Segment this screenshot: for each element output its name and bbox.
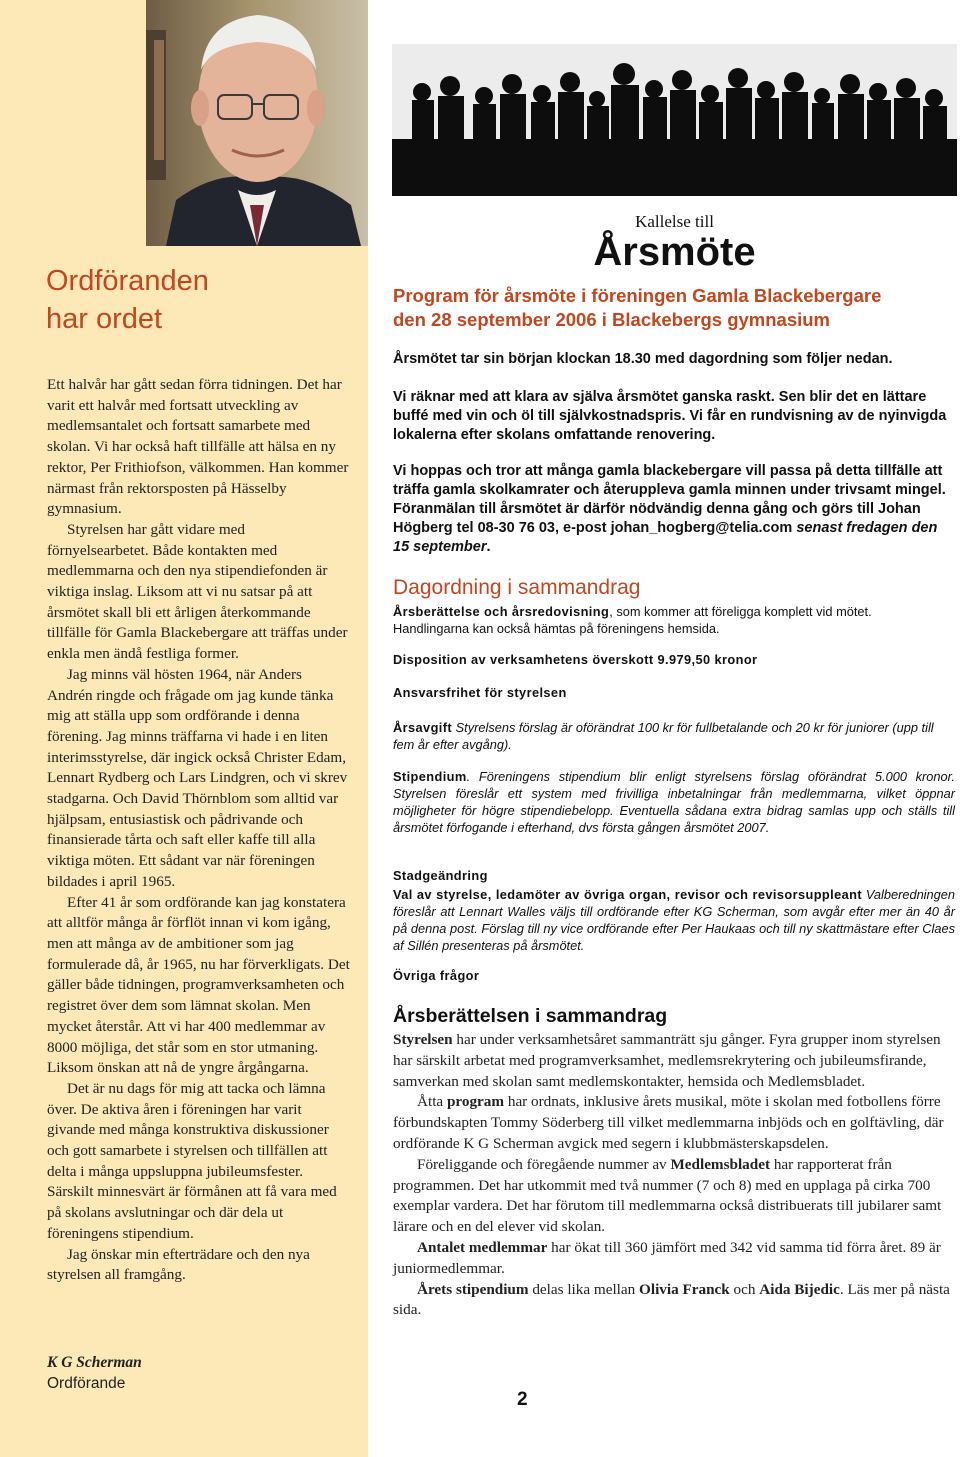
agenda-item-text: Styrelsens förslag är oförändrat 100 kr för fullbetalande och 20 kr för juniorer (upp till fem år efter avgång). bbox=[393, 720, 934, 752]
registration-deadline: senast fredagen den 15 september bbox=[393, 520, 938, 555]
agenda-heading: Dagordning i sammandrag bbox=[393, 576, 641, 599]
report-bold: program bbox=[446, 1093, 505, 1111]
buffet-paragraph: Vi räknar med att klara av själva årsmötet ganska raskt. Sen blir det en lättare buffé med vin och öl till självkostnadspris. Vi får en rundvisning av de nyinvigda lokalerna efter skolans omfattande renovering. bbox=[393, 389, 947, 443]
agenda-item-text: Valberedningen föreslår att Lennart Walles väljs till ordförande efter KG Scherman, som avgår efter mer än 40 år på denna post. Förslag till ny vice ordförande efter Per Haukaas och till ny skattmästare efter Claes af Sillén presenteras på årsmötet. bbox=[393, 887, 955, 953]
signature-title: Ordförande bbox=[47, 1375, 126, 1392]
registration-paragraph bbox=[393, 462, 955, 557]
report-text: har under verksamhetsåret sammanträtt sju gånger. Fyra grupper inom styrelsen har särskilt arbetat med programverksamhet, medlemsrekrytering och jubileumsfirande, samverkan med skolan samt medlemskontakter, hemsida och Medlemsbladet. bbox=[393, 1031, 941, 1090]
report-text: delas lika mellan bbox=[528, 1280, 640, 1298]
agenda-item-other: Övriga frågor bbox=[393, 968, 480, 983]
subtitle-line2: den 28 september 2006 i Blackebergs gymnasium bbox=[393, 309, 831, 330]
report-text: Åtta bbox=[417, 1093, 447, 1111]
letter-paragraph: Det är nu dags för mig att tacka och lämna över. De aktiva åren i föreningen har varit givande med många konstruktiva diskussioner och gott samarbete i styrelsen och tillfällen att delta i många uppsluppna jubileumsfester. Särskilt minnesvärt är förmånen att få vara med på skolans avslutningar och där dela ut föreningens stipendium. bbox=[47, 1079, 337, 1242]
agenda-item-bold: Årsavgift bbox=[393, 720, 453, 735]
silhouette-illustration bbox=[392, 44, 957, 196]
report-bold: Styrelsen bbox=[393, 1031, 453, 1048]
page-title: Årsmöte bbox=[593, 230, 756, 274]
report-bold: Årets stipendium bbox=[417, 1280, 529, 1298]
report-paragraph bbox=[393, 1238, 950, 1280]
signature-name: K G Scherman bbox=[47, 1354, 142, 1371]
agenda-item-election bbox=[393, 886, 955, 954]
silhouette-photo bbox=[392, 44, 957, 196]
left-heading bbox=[46, 262, 346, 338]
registration-end: . bbox=[486, 539, 491, 555]
agenda-item-report bbox=[393, 603, 955, 637]
annual-report bbox=[393, 1030, 950, 1321]
subtitle-line1: Program för årsmöte i föreningen Gamla Blackebergare bbox=[393, 285, 882, 306]
report-text: har ordnats, inklusive årets musikal, möte i skolan med fotbollens förre förbundskapten Tommy Söderberg till vilket medlemmarna inbjöds och en golftävling, där ordförande K G Scherman avgick med segern i klubbmästerskapsdelen. bbox=[393, 1093, 944, 1152]
agenda-item-text: Handlingarna kan också hämtas på föreningens hemsida. bbox=[393, 621, 720, 636]
agenda-item-text: . Föreningens stipendium blir enligt styrelsens förslag oförändrat 5.000 kronor. Styrelsen föreslår ett system med frivilliga inbetalningar från medlemmarna, vilket öppnar möjligheter för högre stipendiebelopp. Eventuella sådana extra bidrag samlas upp och ställs till årsmötet förfogande i efterhand, dvs första gången årsmötet 2007. bbox=[393, 769, 955, 835]
report-text: . Läs mer på nästa sida. bbox=[393, 1280, 950, 1319]
letter-paragraph: Efter 41 år som ordförande kan jag konstatera att alltför många år förflöt innan vi kom igång, men att många av de ambitioner som jag formulerade då, år 1965, nu har förverkligats. Det gäller både tidningen, programverksamheten och registret över dem som lämnat skolan. Men mycket återstår. Att vi har 400 medlemmar av 8000 möjliga, det står som en stor utmaning. Liksom önskan att nå de yngre årgångarna. bbox=[47, 893, 350, 1077]
report-text: Föreliggande och föregående nummer av bbox=[417, 1155, 671, 1173]
letter-paragraph: Jag önskar min efterträdare och den nya styrelsen all framgång. bbox=[47, 1245, 310, 1284]
report-heading: Årsberättelsen i sammandrag bbox=[393, 1005, 668, 1027]
report-bold: Antalet medlemmar bbox=[417, 1238, 548, 1256]
left-heading-line1: Ordföranden bbox=[46, 265, 209, 297]
agenda-item-surplus: Disposition av verksamhetens överskott 9.979,50 kronor bbox=[393, 652, 758, 667]
agenda-item-statutes: Stadgeändring bbox=[393, 868, 488, 883]
report-paragraph bbox=[393, 1280, 950, 1322]
agenda-item-scholarship bbox=[393, 768, 955, 836]
report-text: och bbox=[729, 1280, 760, 1298]
agenda-item-fee bbox=[393, 719, 955, 753]
start-time: Årsmötet tar sin början klockan 18.30 med dagordning som följer nedan. bbox=[393, 351, 893, 367]
report-bold: Medlemsbladet bbox=[670, 1155, 771, 1173]
letter-paragraph: Styrelsen har gått vidare med förnyelsearbetet. Både kontakten med medlemmarna och den nya stipendiefonden är viktiga inslag. Liksom att vi nu satsar på att årsmötet skall bli ett årligen återkommande tillfälle för Gamla Blackebergare att träffas under enkla men ändå festliga former. bbox=[47, 520, 348, 663]
report-paragraph bbox=[393, 1030, 950, 1092]
report-paragraph bbox=[393, 1155, 950, 1238]
subtitle bbox=[393, 284, 958, 332]
report-text: har ökat till 360 jämfört med 342 vid samma tid förra året. 89 är juniormedlemmar. bbox=[393, 1238, 941, 1277]
letter-paragraph: Jag minns väl hösten 1964, när Anders Andrén ringde och frågade om jag kunde tänka mig att ställa upp som ordförande i denna förening. Jag minns träffarna vi hade i en liten interimsstyrelse, där ingick också Christer Edam, Lennart Rydberg och Lars Lindgren, och vi skrev stadgarna. Och David Thörnblom som alltid var hjälpsam, entusiastisk och pådrivande och finansierade tårta och saft eller kaffe till alla viktiga möten. Ett sådant var när föreningen bildades i april 1965. bbox=[47, 665, 348, 890]
report-bold: Aida Bijedic bbox=[759, 1280, 840, 1298]
letter-paragraph: Ett halvår har gått sedan förra tidningen. Det har varit ett halvår med fortsatt utveckling av medlemsantalet och fortsatt samarbete med skolan. Vi har också haft tillfälle att hälsa en ny rektor, Per Frithiofson, välkommen. Han kommer närmast från rektorsposten på Hässelby gymnasium. bbox=[47, 376, 349, 518]
agenda-item-discharge: Ansvarsfrihet för styrelsen bbox=[393, 685, 567, 700]
report-text: har rapporterat från programmen. Det har utkommit med två nummer (7 och 8) med en upplaga på cirka 700 exemplar vardera. Det har förutom till medlemmarna också distribuerats till jubilarer samt lärare och en del elever vid skolan. bbox=[393, 1155, 942, 1236]
report-paragraph bbox=[393, 1092, 950, 1154]
portrait-illustration bbox=[146, 0, 368, 246]
agenda-item-bold: Årsberättelse och årsredovisning bbox=[393, 604, 610, 619]
agenda-item-text: , som kommer att föreligga komplett vid mötet. bbox=[609, 604, 872, 619]
left-heading-line2: har ordet bbox=[46, 303, 163, 335]
agenda-item-bold: Val av styrelse, ledamöter av övriga organ, revisor och revisorsuppleant bbox=[393, 887, 863, 902]
report-bold: Olivia Franck bbox=[639, 1280, 730, 1298]
registration-text: Vi hoppas och tror att många gamla blackebergare vill passa på detta tillfälle att träffa gamla skolkamrater och återuppleva gamla minnen under trivsamt mingel. Föranmälan till årsmötet är därför nödvändig denna gång och görs till Johan Högberg tel 08-30 76 03, e-post johan_hogberg@telia.com bbox=[393, 463, 946, 536]
kicker: Kallelse till bbox=[635, 212, 714, 231]
portrait-photo bbox=[146, 0, 368, 246]
chairman-letter bbox=[47, 375, 350, 1286]
page-number: 2 bbox=[517, 1389, 528, 1410]
agenda-item-bold: Stipendium bbox=[393, 769, 467, 784]
